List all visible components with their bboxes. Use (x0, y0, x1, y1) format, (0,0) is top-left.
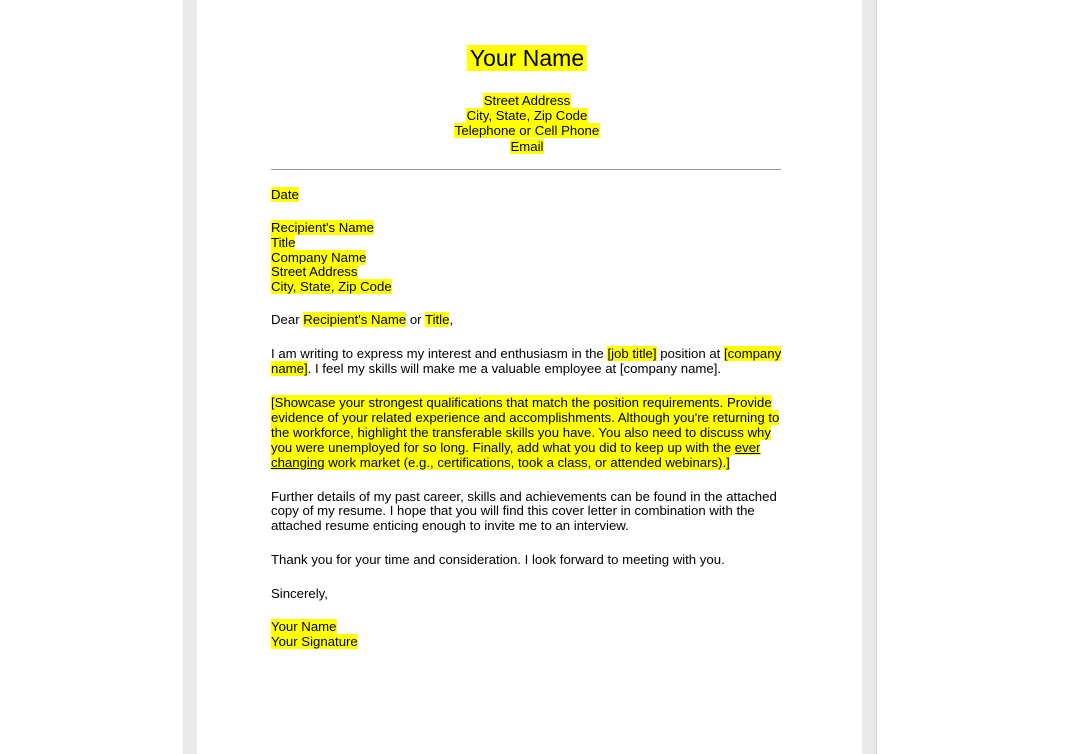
salutation-recipient-placeholder: Recipient's Name (303, 312, 407, 328)
recipient-city: City, State, Zip Code (271, 279, 392, 295)
letterhead-name-text: Your Name (467, 45, 587, 71)
page-gutter-left (183, 0, 198, 754)
p1-part4: . (717, 361, 722, 377)
p2-highlight-wrapper (271, 395, 779, 470)
recipient-address-block (271, 221, 783, 296)
letterhead-name (271, 44, 783, 72)
salutation-prefix: Dear (271, 312, 304, 328)
spacer (271, 328, 783, 347)
p2-text-before: [Showcase your strongest qualifications that match the position requirements. Provide evidence of your related experience and accomplishments. Although you're returning to the workforce, highlight the transferable skills you have. You also need to discuss why you were unemployed for so long. Finally, add what you did to keep up with the (271, 394, 780, 455)
recipient-street: Street Address (271, 264, 358, 280)
p1-job-title-placeholder: [job title] (607, 346, 657, 362)
contact-line-phone: Telephone or Cell Phone (454, 123, 600, 139)
closing-line: Sincerely, (271, 586, 328, 602)
spacer (271, 377, 783, 396)
letter-body (271, 0, 783, 650)
contact-line-email: Email (510, 138, 544, 154)
letterhead-divider (271, 169, 781, 170)
paragraph-four: Thank you for your time and consideration. I look forward to meeting with you. (271, 552, 725, 568)
date-block (271, 188, 783, 203)
spacer (271, 471, 783, 490)
document-page (197, 0, 862, 754)
date-text: Date (271, 186, 299, 202)
p1-part2: position at (656, 346, 725, 362)
contact-line-street: Street Address (483, 93, 571, 108)
contact-line-city: City, State, Zip Code (466, 108, 588, 124)
paragraph-three: Further details of my past career, skills and achievements can be found in the attached copy of my resume. I hope that you will find this cover letter in combination with the attached resume enticing enough to invite me to an interview. (271, 488, 777, 534)
letterhead-contact-block (271, 93, 783, 154)
p1-company-placeholder-highlighted: [company name] (271, 346, 782, 377)
signature-block (271, 620, 783, 650)
salutation-suffix: , (449, 312, 454, 328)
page-gutter-right (861, 0, 877, 754)
salutation-conjunction: or (406, 312, 426, 328)
recipient-title: Title (271, 234, 296, 250)
p1-part3: . I feel my skills will make me a valuable employee at (307, 361, 620, 377)
recipient-name: Recipient's Name (271, 219, 374, 235)
salutation-title-placeholder: Title (425, 312, 450, 328)
p2-underlined-phrase: ever changing (271, 439, 761, 470)
spacer (271, 534, 783, 553)
signature-label: Your Signature (271, 633, 358, 649)
p1-company-placeholder-plain: [company name] (619, 361, 718, 377)
recipient-company: Company Name (271, 249, 367, 265)
signature-name: Your Name (271, 619, 337, 635)
paragraph-two (271, 396, 783, 471)
paragraph-one (271, 347, 783, 377)
salutation-line (271, 313, 783, 328)
p1-part1: I am writing to express my interest and enthusiasm in the (271, 346, 608, 362)
spacer (271, 568, 783, 587)
p2-text-after: work market (e.g., certifications, took a class, or attended webinars).] (324, 454, 730, 470)
